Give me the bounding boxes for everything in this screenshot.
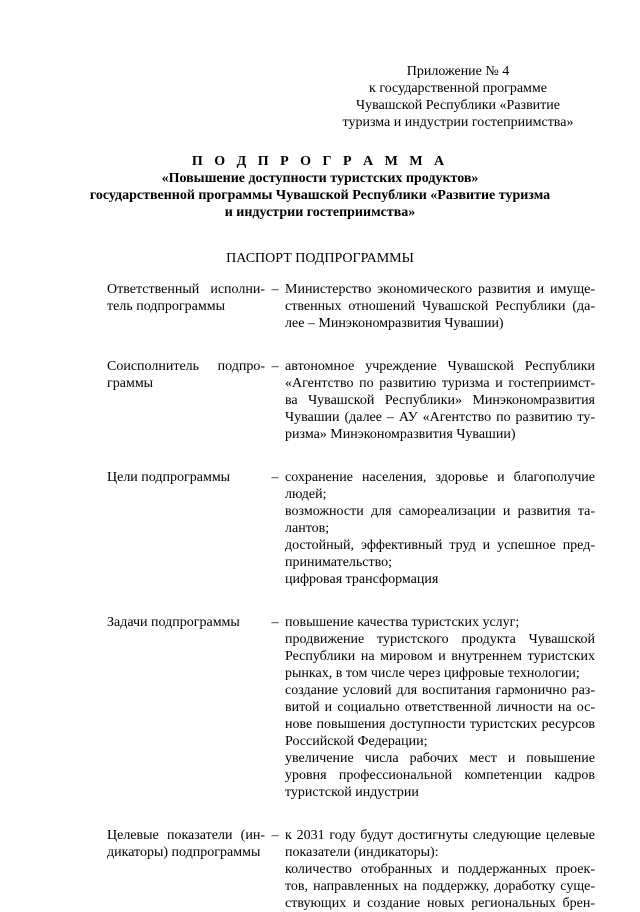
label-line: тель подпрограммы bbox=[107, 299, 225, 314]
value-line: повышение качества туристских услуг; bbox=[285, 615, 520, 630]
value-line: лее – Минэкономразвития Чувашии) bbox=[285, 316, 504, 331]
row-dash: – bbox=[271, 828, 279, 843]
label-line: Задачи подпрограммы bbox=[107, 615, 240, 630]
row-dash: – bbox=[271, 470, 279, 485]
appendix-line: Чувашской Республики «Развитие bbox=[355, 98, 560, 113]
value-line: показатели (индикаторы): bbox=[285, 845, 439, 860]
passport-row bbox=[107, 358, 597, 443]
value-line: туристской индустрии bbox=[285, 785, 419, 800]
value-line: уровня профессиональной компетенции кадров bbox=[285, 768, 595, 783]
value-line: увеличение числа рабочих мест и повышение bbox=[285, 751, 595, 766]
label-line: граммы bbox=[107, 376, 154, 391]
subprogram-name-line: государственной программы Чувашской Республики «Развитие туризма bbox=[89, 188, 551, 203]
value-line: Чувашии (далее – АУ «Агентство по развитию ту- bbox=[285, 410, 595, 425]
value-line: ризма» Минэкономразвития Чувашии) bbox=[285, 427, 516, 442]
value-line: сохранение населения, здоровье и благополучие bbox=[285, 470, 595, 485]
passport-row-label bbox=[107, 827, 265, 912]
label-line: Цели подпрограммы bbox=[107, 470, 231, 485]
subprogram-title: П О Д П Р О Г Р А М М А bbox=[191, 154, 449, 169]
passport-row bbox=[107, 281, 597, 332]
appendix-line: к государственной программе bbox=[369, 81, 547, 96]
appendix-note bbox=[328, 63, 588, 131]
value-line: создание условий для воспитания гармонично раз- bbox=[285, 683, 595, 698]
value-line: ственных отношений Чувашской Республики (да- bbox=[285, 299, 595, 314]
row-dash: – bbox=[271, 615, 279, 630]
passport-title: ПАСПОРТ ПОДПРОГРАММЫ bbox=[226, 251, 414, 266]
appendix-line: туризма и индустрии гостеприимства» bbox=[342, 115, 574, 130]
value-line: цифровая трансформация bbox=[285, 572, 439, 587]
passport-table bbox=[107, 281, 597, 912]
label-line: Соисполнитель подпро- bbox=[107, 359, 265, 374]
value-line: к 2031 году будут достигнуты следующие целевые bbox=[285, 828, 595, 843]
passport-row-label bbox=[107, 469, 265, 588]
value-line: людей; bbox=[285, 487, 327, 502]
passport-row bbox=[107, 827, 597, 912]
label-line: дикаторы) подпрограммы bbox=[107, 845, 261, 860]
value-line: рынках, в том числе через цифровые технологии; bbox=[285, 666, 580, 681]
value-line: достойный, эффективный труд и успешное пред- bbox=[285, 538, 595, 553]
passport-row bbox=[107, 614, 597, 801]
value-line: «Агентство по развитию туризма и гостеприимст- bbox=[285, 376, 595, 391]
value-line: витой и социально ответственной личности на ос- bbox=[285, 700, 595, 715]
value-line: количество отобранных и поддержанных проек- bbox=[285, 862, 595, 877]
row-dash: – bbox=[271, 359, 279, 374]
value-line: ствующих и создание новых региональных брен- bbox=[285, 896, 595, 911]
value-line: автономное учреждение Чувашской Республики bbox=[285, 359, 595, 374]
value-line: тов, направленных на поддержку, доработку суще- bbox=[285, 879, 595, 894]
passport-row-value bbox=[285, 614, 595, 801]
value-line: продвижение туристского продукта Чувашской bbox=[285, 632, 595, 647]
subprogram-name-line: «Повышение доступности туристских продуктов» bbox=[161, 171, 479, 186]
subprogram-heading bbox=[60, 153, 580, 221]
passport-row-label bbox=[107, 358, 265, 443]
value-line: Министерство экономического развития и имуще- bbox=[285, 282, 595, 297]
passport-row-label bbox=[107, 614, 265, 801]
label-line: Целевые показатели (ин- bbox=[107, 828, 265, 843]
value-line: Республики на мировом и внутреннем туристских bbox=[285, 649, 595, 664]
passport-row-value bbox=[285, 827, 595, 912]
value-line: нове повышения доступности туристских ресурсов bbox=[285, 717, 595, 732]
value-line: возможности для самореализации и развития та- bbox=[285, 504, 595, 519]
passport-row-value bbox=[285, 281, 595, 332]
passport-row-label bbox=[107, 281, 265, 332]
passport-row bbox=[107, 469, 597, 588]
value-line: ва Чувашской Республики» Минэкономразвития bbox=[285, 393, 595, 408]
row-dash: – bbox=[271, 282, 279, 297]
value-line: принимательство; bbox=[285, 555, 393, 570]
appendix-line: Приложение № 4 bbox=[406, 64, 510, 79]
value-line: Российской Федерации; bbox=[285, 734, 428, 749]
passport-row-value bbox=[285, 358, 595, 443]
passport-row-value bbox=[285, 469, 595, 588]
value-line: лантов; bbox=[285, 521, 330, 536]
subprogram-name-line: и индустрии гостеприимства» bbox=[224, 205, 416, 220]
label-line: Ответственный исполни- bbox=[107, 282, 265, 297]
